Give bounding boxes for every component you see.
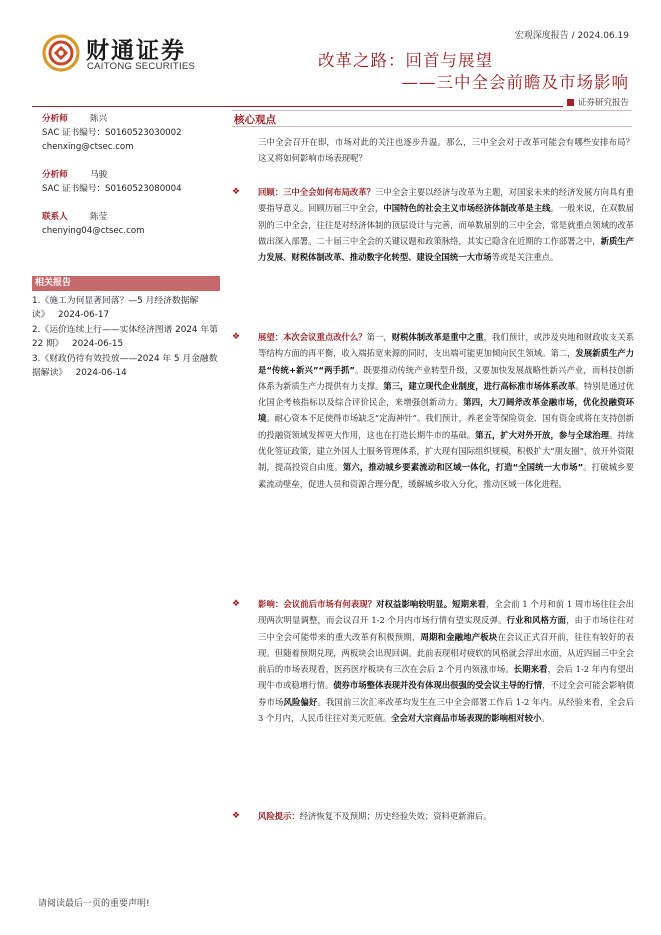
intro-paragraph: 三中全会召开在即，市场对此的关注也逐步升温。那么，三中全会对于改革可能会有哪些安排布局？这又将如何影响市场表现呢？: [258, 137, 634, 164]
sac-number: S0160523030002: [105, 128, 182, 138]
core-view-title: 核心观点: [234, 114, 276, 126]
contact-role: 联系人: [42, 212, 68, 222]
related-reports: [32, 276, 220, 380]
related-report-item[interactable]: 1.《施工为何显著回落？—5 月经济数据解读》 2024-06-17: [32, 296, 199, 321]
analyst-role: 分析师: [42, 170, 68, 180]
author-sidebar: [42, 108, 224, 248]
analyst-role: 分析师: [42, 114, 68, 124]
sac-number: S0160523080004: [105, 184, 182, 194]
report-subtitle: ——三中全会前瞻及市场影响: [401, 73, 629, 92]
department-label: 证券研究报告: [577, 98, 629, 108]
related-report-item[interactable]: 2.《运价连续上行——实体经济图谱 2024 年第 22 期》 2024-06-15: [32, 324, 218, 350]
review-paragraph: 回顾：三中全会如何布局改革？三中全会主要以经济与改革为主题，对国家未来的经济发展方向具有重要指导意义。回顾历届三中全会，中国特色的社会主义市场经济体制改革是主线。一般来说，在双数届别的三中全会，往往是对经济体制的顶层设计与完善，而单数届别的三中全会，常是就重点领域的改革做出深入部署。二十届三中全会的关键议题和政策脉络，其实已隐含在近期的工作部署之中，新质生产力发展、财税体制改革、推动数字化转型、建设全国统一大市场等或是关注重点。: [258, 187, 635, 263]
report-type-date: 宏观深度报告 / 2024.06.19: [514, 31, 629, 41]
report-title: 改革之路：回首与展望: [318, 51, 493, 70]
diamond-bullet-icon: ❖: [232, 187, 241, 197]
brand-name-cn: 财通证券: [86, 38, 186, 64]
risk-section: [232, 808, 634, 824]
analyst-email[interactable]: chenxing@ctsec.com: [42, 142, 134, 152]
impact-paragraph: 影响：会议前后市场有何表现？对权益影响较明显。短期来看，全会前 1 个月和前 1 周市场往往会出现两次明显调整，而会议召开 1-2 个月内市场行情有望实现反弹。行业和风格方面，由于市场往往对三中全会可能带来的重大改革有积极预期，周期和金融地产板块在会议正式召开前，往往有较好的表现。但随着预期兑现，两板块会出现回调。此前表现相对疲软的风格就会浮出水面，从近四届三中全会前后的市场表现看，医药医疗板块有三次在会后 2 个月内领涨市场。长期来看，会后 1-2 年内有望出现牛市或稳增行情。债券市场整体表现并没有体现出很强的受会议主导的行情，不过全会可能会影响债券市场风险偏好。我国前三次汇率改革均发生在三中全会部署工作后 1-2 年内。从经验来看，全会后 3 个月内，人民币往往对美元贬值。全会对大宗商品市场表现的影响相对较小。: [258, 599, 635, 724]
analyst-card: [42, 168, 224, 196]
outlook-section: [232, 329, 634, 492]
sac-label: SAC 证书编号：: [42, 128, 106, 138]
core-view-header: [232, 110, 632, 127]
related-reports-heading: 相关报告: [32, 276, 220, 291]
brand-name-en: CAITONG SECURITIES: [87, 61, 196, 72]
risk-paragraph: 风险提示：经济恢复不及预期；历史经验失效；资料更新滞后。: [258, 811, 492, 821]
related-report-item[interactable]: 3.《财政仍待有效投放——2024 年 5 月金融数据解读》 2024-06-14: [32, 353, 218, 379]
square-marker-icon: [567, 99, 574, 106]
contact-name: 陈莹: [90, 212, 108, 222]
brand-logo: [42, 32, 202, 76]
diamond-bullet-icon: ❖: [232, 811, 241, 821]
diamond-bullet-icon: ❖: [232, 332, 241, 342]
department-tag: [563, 96, 629, 108]
outlook-paragraph: 展望：本次会议重点改什么？第一，财税体制改革是重中之重，我们预计，或涉及央地和财政收支关系等结构方面的再平衡，收入端拓宽来源的同时，支出端可能更加倾向民生领域。第二，发展新质生产力是“传统+新兴”“两手抓”。既要推动传统产业转型升级，又要加快发展战略性新兴产业，而科技创新体系为新质生产力提供有力支撑。第三，建立现代企业制度，进行高标准市场体系改革。特别是通过优化国企考核指标以及综合评价民企，来增强创新动力。第四，大刀阔斧改革金融市场，优化投融资环境。耐心资本不足使得市场缺乏“定海神针”。我们预计，养老金等保险资金、国有资金或将在支持创新的投融资领域发挥更大作用，这也在打造长期牛市的基础。第五，扩大对外开放，参与全球治理。持续优化签证政策，建立外国人士服务管理体系，扩大现有国际组织规模，积极扩大“朋友圈”，放开外资限制，提高投资自由度。第六，推动城乡要素流动和区域一体化，打造“全国统一大市场”。打破城乡要素流动壁垒，促进人员和资源合理分配，缓解城乡收入分化，推动区域一体化进程。: [258, 332, 635, 489]
analyst-name: 陈兴: [90, 114, 108, 124]
analyst-card: [42, 112, 224, 154]
caitong-logo-icon: [42, 34, 80, 72]
impact-section: [232, 596, 634, 726]
review-section: [232, 184, 634, 265]
contact-card: [42, 210, 224, 238]
footer-disclaimer: 请阅读最后一页的重要声明!: [38, 899, 150, 909]
contact-email[interactable]: chenying04@ctsec.com: [42, 226, 145, 236]
header-divider: [32, 106, 629, 107]
related-reports-list: [32, 294, 220, 380]
diamond-bullet-icon: ❖: [232, 599, 241, 609]
analyst-name: 马骏: [90, 170, 108, 180]
sac-label: SAC 证书编号：: [42, 184, 106, 194]
